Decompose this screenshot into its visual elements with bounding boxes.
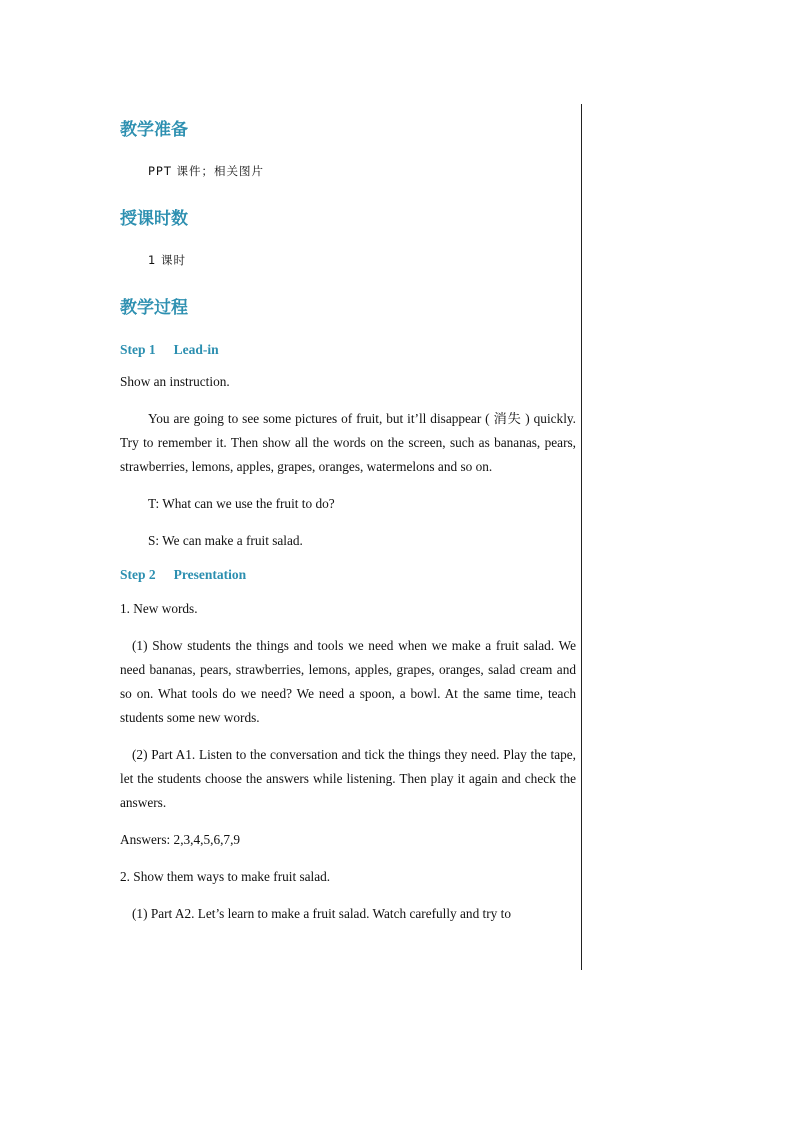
section-title-process: 教学过程 xyxy=(120,298,188,318)
step2-ways: 2. Show them ways to make fruit salad. xyxy=(120,869,331,884)
step2-heading xyxy=(120,567,576,583)
step1-name: Lead-in xyxy=(173,342,219,357)
step2-label: Step 2 xyxy=(120,567,156,582)
step2-answers: Answers: 2,3,4,5,6,7,9 xyxy=(120,832,241,847)
step1-instruction: Show an instruction. xyxy=(120,374,230,389)
margin-rule xyxy=(581,104,582,970)
section-title-prep: 教学准备 xyxy=(120,120,188,140)
step1-paragraph: You are going to see some pictures of fruit, but it’ll disappear ( 消失 ) quickly. Try to remember it. Then show all the words on the screen, such as bananas, pears, strawberries, lemons, apples, grapes, oranges, watermelons and so on. xyxy=(120,411,576,474)
step2-name: Presentation xyxy=(173,567,247,582)
hours-body: 1 课时 xyxy=(148,253,186,267)
step1-heading xyxy=(120,342,576,358)
section-title-hours: 授课时数 xyxy=(120,209,188,229)
step1-teacher-line: T: What can we use the fruit to do? xyxy=(148,496,335,511)
step1-label: Step 1 xyxy=(120,342,156,357)
step2-item-1: (1) Show students the things and tools we need when we make a fruit salad. We need bananas, pears, strawberries, lemons, apples, grapes, oranges, salad cream and so on. What tools do we need? We need a spoon, a bowl. At the same time, teach students some new words. xyxy=(120,638,576,725)
step1-student-line: S: We can make a fruit salad. xyxy=(148,533,303,548)
step2-ways-item-1: (1) Part A2. Let’s learn to make a fruit salad. Watch carefully and try to xyxy=(132,906,511,921)
step2-new-words: 1. New words. xyxy=(120,601,198,616)
step2-item-2: (2) Part A1. Listen to the conversation and tick the things they need. Play the tape, let the students choose the answers while listening. Then play it again and check the answers. xyxy=(120,747,576,810)
prep-body: PPT 课件；相关图片 xyxy=(148,164,265,178)
lesson-content xyxy=(120,108,576,926)
